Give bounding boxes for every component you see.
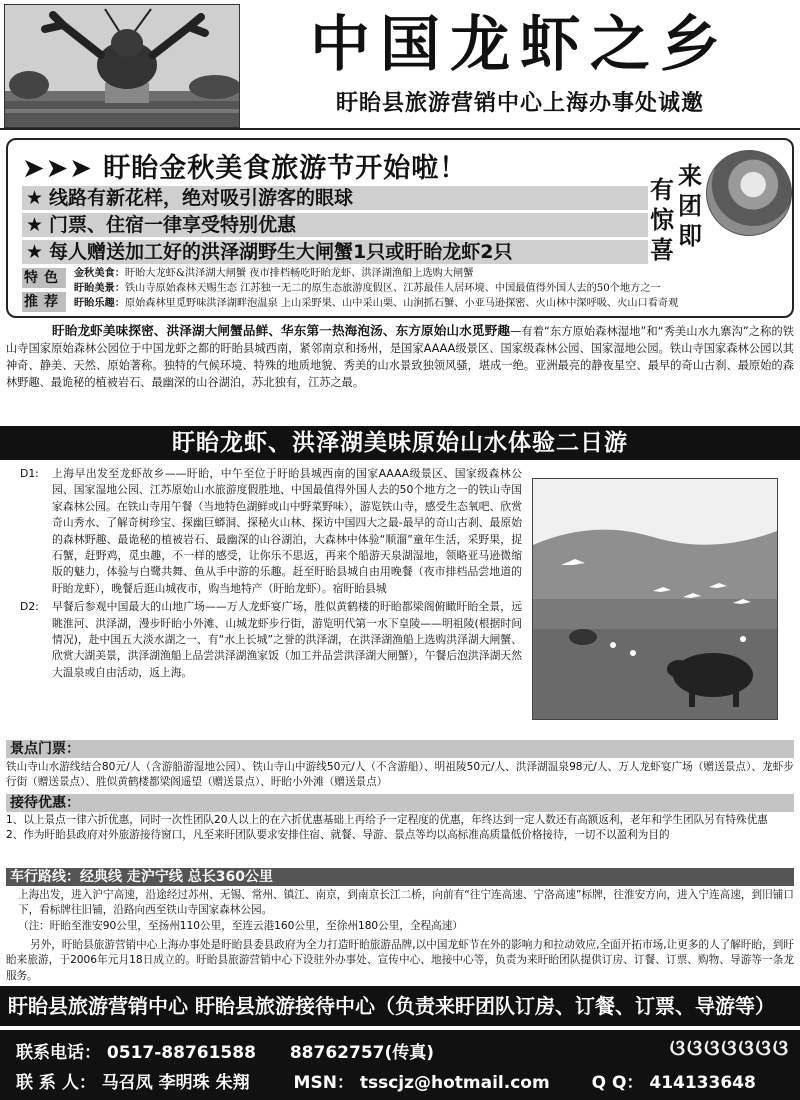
feature-line — [74, 281, 790, 296]
phone-label: 联系电话： — [16, 1043, 101, 1063]
wetland-egret-illustration — [533, 479, 777, 719]
feature-line — [74, 296, 790, 311]
driving-line: （注：盱眙至淮安90公里，至扬州110公里，至连云港160公里，至徐州180公里，全程高速） — [18, 919, 463, 932]
bullet-text: 门票、住宿一律享受特别优惠 — [49, 214, 297, 236]
fax-number[interactable]: 88762757(传真) — [289, 1043, 435, 1063]
bullet-text: 线路有新花样，绝对吸引游客的眼球 — [49, 187, 354, 209]
phone-number[interactable]: 0517-88761588 — [106, 1043, 256, 1063]
feature-text: 铁山寺原始森林天赐生态 江苏独一无二的原生态旅游度假区、江苏最佳人居环境、中国最值得外国人去的50个地方之一 — [124, 283, 661, 294]
tickets-section — [6, 760, 794, 791]
closing-section — [6, 938, 794, 984]
tickets-text: 铁山寺山水游线结合80元/人（含游船游湿地公园）、铁山寺山中游线50元/人（不含游船）、明祖陵50元/人、洪泽湖温泉98元/人、万人龙虾宴广场（赠送景点）、龙虾步行街（赠送景点）、胜似黄鹤楼都梁阁遥望（赠送景点）、盱眙小外滩（赠送景点） — [6, 761, 794, 789]
footer-centers-bar — [0, 986, 800, 1026]
star-icon: ★ — [26, 241, 44, 263]
day-text: 早餐后参观中国最大的山地广场——万人龙虾宴广场，胜似黄鹤楼的盱眙都梁阁俯瞰盱眙全景，远眺淮河、洪泽湖，漫步盱眙小外滩、山城龙虾步行街，游览明代第一水下皇陵——明祖陵(根据时间情况)，赴中国五大淡水湖之一、有“水上长城”之誉的洪泽湖，在洪泽湖渔船上选购洪泽湖大闸蟹、欣赏大湖美景，洪泽湖渔船上品尝洪泽湖渔家饭（加工并品尝洪泽湖大闸蟹），午餐后泡洪泽湖天然大温泉或自由活动，返上海。 — [52, 600, 522, 679]
star-icon: ★ — [26, 187, 44, 209]
driving-heading: 车行路线：经典线 走沪宁线 总长360公里 — [6, 868, 794, 886]
surprise-char: 即 — [678, 221, 702, 250]
qq-number[interactable]: 414133648 — [649, 1073, 756, 1093]
festival-title-text: 盱眙金秋美食旅游节开始啦！ — [103, 153, 468, 184]
discounts-section — [6, 813, 794, 844]
surprise-char: 喜 — [650, 235, 674, 264]
festival-bullets — [22, 186, 648, 267]
day-text: 上海早出发至龙虾故乡——盱眙，中午至位于盱眙县城西南的国家AAAA级景区、国家级森林公园、国家湿地公园、江苏原始山水旅游度假胜地、中国最值得外国人去的50个地方之一的铁山寺国家森林公园。在铁山寺用午餐（当地特色湖鲜或山中野菜野味），游览铁山寺，感受生态氧吧、欣赏奇山秀水、了解奇树珍宝、探幽巨蟒洞、探秘火山林、探访中国四大之最-最早的奇山古刹、最原始的森林野趣、最诡秘的植被岩石、最幽深的山谷湖泊，大森林中体验“顺溜”童年生活，采野果，捉石蟹，赶野鸡，觅虫趣，不一样的感受，让你乐不思返，再来个船游天泉湖湿地，领略亚马逊微缩版的魅力，体验与白鹭共舞、鱼从手中游的乐趣。赶至盱眙县城自由用晚餐（夜市排档品尝地道的盱眙龙虾），晚餐后逛山城夜市，购当地特产（盱眙龙虾）。宿盱眙县城 — [52, 467, 522, 595]
lobster-statue-photo — [4, 4, 240, 128]
intro-lead: 盱眙龙虾美味探密、洪泽湖大闸蟹品鲜、华东第一热海泡汤、东方原始山水觅野趣 — [52, 323, 511, 338]
itinerary-day — [20, 466, 522, 597]
contact-names: 马召凤 李明珠 朱翔 — [101, 1073, 250, 1093]
feature-text: 盱眙大龙虾&洪泽湖大闸蟹 夜市排档畅吃盱眙龙虾、洪泽湖渔船上选购大闸蟹 — [124, 268, 474, 279]
discounts-heading: 接待优惠： — [6, 794, 794, 812]
route-title-banner: 盱眙龙虾、洪泽湖美味原始山水体验二日游 — [0, 426, 800, 460]
contact-row — [16, 1068, 784, 1093]
surprise-char: 团 — [678, 191, 702, 220]
intro-body: —有着“东方原始森林湿地”和“秀美山水九寨沟”之称的铁山寺国家原始森林公园位于中国龙虾之都的盱眙县城西南，紧邻南京和扬州，是国家AAAA级景区、国家级森林公园、国家湿地公园。铁山寺国家森林公园以其神奇、静美、天然、原始著称。独特的气候环境、特殊的地质地貌、秀美的山水景致独领风骚，堪成一绝。亚洲最亮的静夜星空、最早的奇山古刹、最原始的森林野趣、最诡秘的植被岩石、最幽深的山谷湖泊，苏北独有，江苏之最。 — [6, 325, 794, 389]
bullet-text: 每人赠送加工好的洪泽湖野生大闸蟹1只或盱眙龙虾2只 — [49, 241, 513, 263]
driving-section — [6, 888, 794, 934]
itinerary-day — [20, 599, 522, 681]
bullet-item — [22, 240, 648, 264]
discount-item: 2、作为盱眙县政府对外旅游接待窗口，凡至来盱团队要求安排住宿、就餐、导游、景点等均以高标准高质量低价格接待，一切不以盈利为目的 — [6, 829, 670, 842]
tickets-heading: 景点门票： — [6, 740, 794, 758]
phone-row — [16, 1038, 434, 1063]
main-title: 中国龙虾之乡 — [310, 10, 730, 80]
header — [0, 0, 800, 130]
feature-label: 盱眙乐趣： — [74, 297, 125, 309]
star-icon: ★ — [26, 214, 44, 236]
woman-crab-photo — [706, 150, 792, 236]
msn-label: MSN： — [293, 1073, 354, 1093]
lobster-statue-illustration — [5, 5, 240, 128]
intro-paragraph — [6, 322, 794, 422]
itinerary — [20, 466, 522, 683]
footer-contact-bar — [0, 1030, 800, 1100]
day-label: D1: — [20, 467, 39, 480]
bullet-item — [22, 213, 648, 237]
msn-address[interactable]: tsscjz@hotmail.com — [359, 1073, 550, 1093]
feature-tag: 特色 — [24, 270, 64, 286]
bullet-item — [22, 186, 648, 210]
wetland-egret-photo — [532, 478, 778, 720]
feature-lines — [74, 266, 790, 311]
closing-text: 另外，盱眙县旅游营销中心上海办事处是盱眙县委县政府为全力打造盱眙旅游品牌,以中国龙虾节在外的影响力和拉动效应,全面开拓市场,让更多的人了解盱眙，到盱眙来旅游，于2006年元月18日成立的。盱眙县旅游营销中心下设驻外办事处、宣传中心、地接中心等，负责为来盱眙团队提供订房、订餐、订票、购物、导游等一条龙服务。 — [6, 939, 794, 982]
feature-text: 原始森林里觅野味洪泽湖畔泡温泉 上山采野果、山中采山栗、山涧抓石蟹、小亚马逊探密、火山林中深呼吸、火山口看奇观 — [124, 298, 679, 309]
surprise-char: 来 — [678, 161, 702, 190]
main-subtitle: 盱眙县旅游营销中心上海办事处诚邀 — [335, 91, 704, 116]
ornament-icon: ଓଓଓଓଓଓଓ — [669, 1036, 790, 1061]
festival-box — [6, 138, 794, 318]
qq-label: Q Q： — [591, 1073, 644, 1093]
surprise-char: 有 — [650, 175, 674, 204]
feature-tags — [22, 268, 66, 316]
arrow-icons: ➤➤➤ — [22, 153, 93, 184]
festival-title — [22, 146, 467, 185]
feature-tag: 推荐 — [24, 294, 64, 310]
feature-line — [74, 266, 790, 281]
surprise-char: 惊 — [650, 205, 674, 234]
day-label: D2: — [20, 600, 39, 614]
driving-line: 上海出发，进入沪宁高速，沿途经过苏州、无锡、常州、镇江、南京，到南京长江二桥，向前有“往宁连高速、宁洛高速”标牌，往淮安方向，进入宁连高速，到旧铺口下，看标牌往旧铺，沿路向西至铁山寺国家森林公园。 — [18, 889, 794, 917]
feature-label: 金秋美食： — [74, 267, 125, 279]
contact-label: 联 系 人： — [16, 1073, 96, 1093]
discount-item: 1、以上景点一律六折优惠，同时一次性团队20人以上的在六折优惠基础上再给予一定程度的优惠，年终达到一定人数还有高额返利，老年和学生团队另有特殊优惠 — [6, 814, 768, 826]
feature-label: 盱眙美景： — [74, 282, 125, 294]
footer-centers-text: 盱眙县旅游营销中心 盱眙县旅游接待中心（负责来盱团队订房、订餐、订票、导游等） — [8, 994, 775, 1018]
